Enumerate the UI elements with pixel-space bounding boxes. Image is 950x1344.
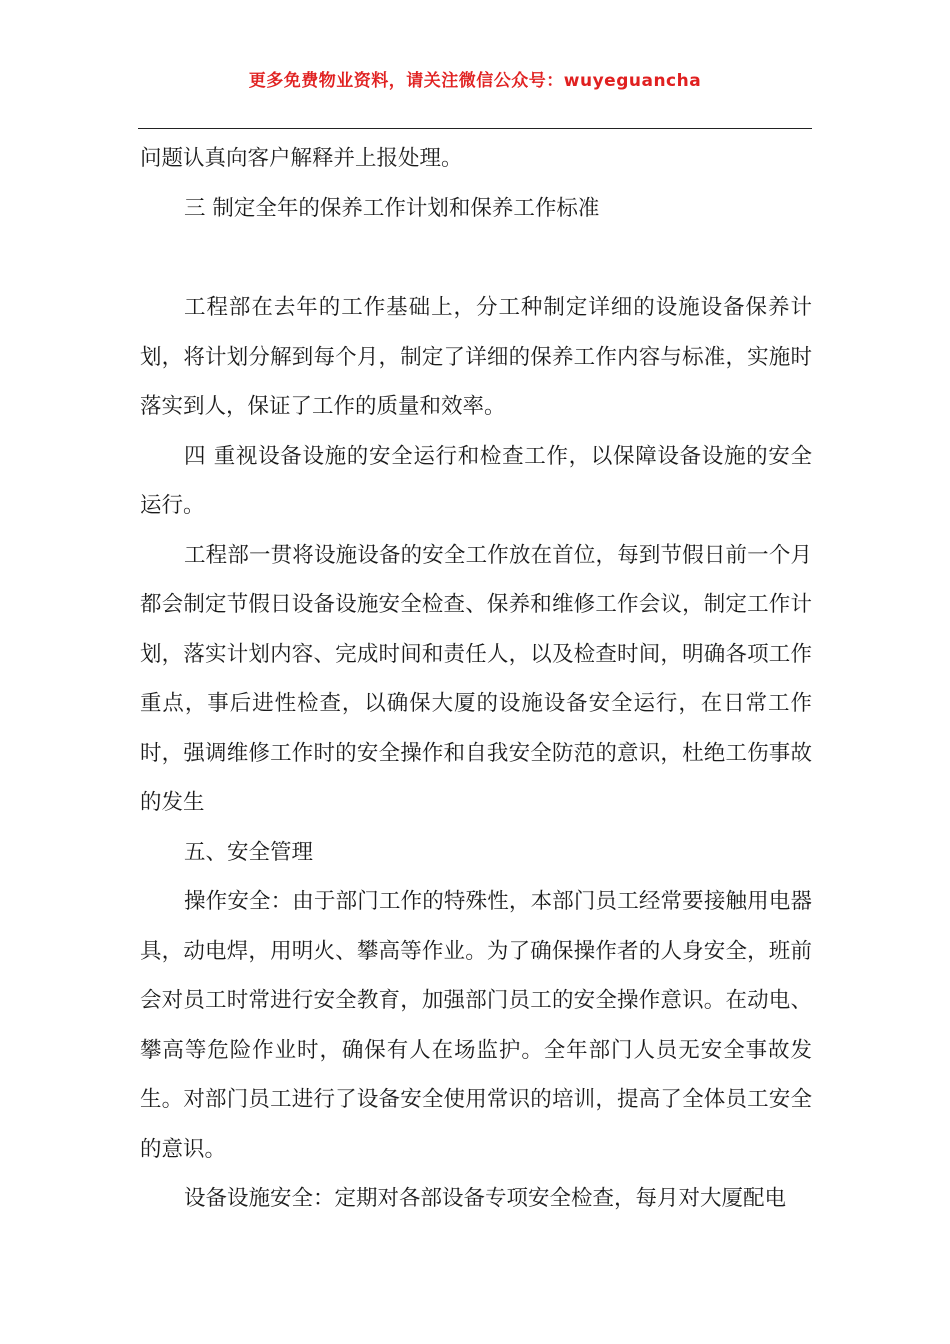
section-heading-3: 三 制定全年的保养工作计划和保养工作标准 [184, 195, 600, 221]
section-heading-5: 五、安全管理 [184, 839, 314, 865]
header-divider [138, 128, 812, 129]
section-heading-4: 四 重视设备设施的安全运行和检查工作，以保障设备设施的安全运行。 [140, 443, 812, 518]
paragraph-continuation: 问题认真向客户解释并上报处理。 [140, 146, 463, 171]
blank-line [140, 233, 812, 283]
header-banner: 更多免费物业资料，请关注微信公众号：wuyeguancha [248, 71, 702, 91]
document-body [140, 134, 812, 1224]
paragraph-operation-safety: 操作安全：由于部门工作的特殊性，本部门员工经常要接触用电器具，动电焊，用明火、攀高等作业。为了确保操作者的人身安全，班前会对员工时常进行安全教育，加强部门员工的安全操作意识。在动电、攀高等危险作业时，确保有人在场监护。全年部门人员无安全事故发生。对部门员工进行了设备安全使用常识的培训，提高了全体员工安全的意识。 [140, 889, 812, 1162]
paragraph-equipment-safety: 设备设施安全：定期对各部设备专项安全检查，每月对大厦配电 [184, 1186, 787, 1211]
paragraph-safety-inspection: 工程部一贯将设施设备的安全工作放在首位，每到节假日前一个月都会制定节假日设备设施安全检查、保养和维修工作会议，制定工作计划，落实计划内容、完成时间和责任人，以及检查时间，明确各项工作重点，事后进性检查，以确保大厦的设施设备安全运行，在日常工作时，强调维修工作时的安全操作和自我安全防范的意识，杜绝工伤事故的发生 [140, 542, 812, 815]
paragraph-maintenance-plan: 工程部在去年的工作基础上，分工种制定详细的设施设备保养计划，将计划分解到每个月，制定了详细的保养工作内容与标准，实施时落实到人，保证了工作的质量和效率。 [140, 295, 812, 419]
